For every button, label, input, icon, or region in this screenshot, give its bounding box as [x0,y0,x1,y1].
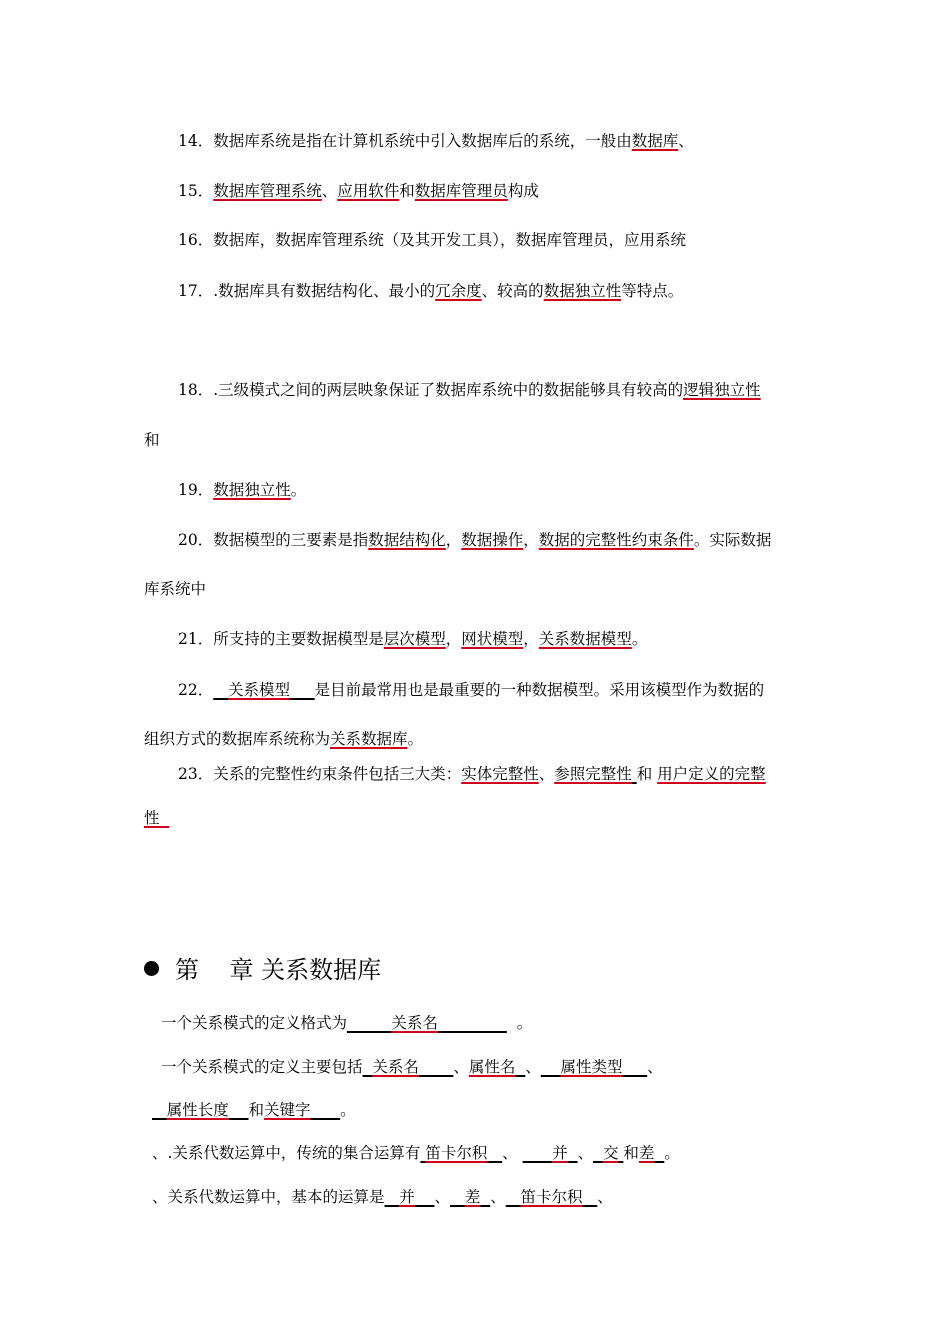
text: 一个关系模式的定义主要包括 [161,1058,363,1076]
text: ， [445,630,462,648]
blank-pad [438,1014,507,1032]
blank-pad [419,1058,454,1076]
answer-blank: 实体完整性 [461,765,539,783]
text: 、 [525,1058,541,1076]
text: 构成 [507,182,539,200]
text: 20．数据模型的三要素是指 [178,531,369,549]
text: 、 [502,1144,518,1162]
blank-pad [311,1101,341,1119]
line-20-cont [144,579,206,599]
text: 、 [597,1188,613,1206]
answer-blank: 数据独立性 [213,481,291,499]
line-20 [178,530,771,550]
line-18-cont [144,430,160,450]
answer-blank: 数据结构化 [368,531,446,549]
answer-blank: 关键字 [264,1101,311,1119]
question-2 [161,1057,663,1077]
blank-pad [523,1144,553,1162]
blank-pad [290,681,315,699]
text: 、 [490,1188,506,1206]
answer-blank: 数据的完整性约束条件 [538,531,694,549]
text: 和 [248,1101,265,1119]
blank-pad [415,1188,435,1206]
line-22 [178,680,764,700]
blank-pad [583,1188,598,1206]
text: 。实际数据 [693,531,772,549]
answer-blank: 数据操作 [461,531,524,549]
answer-blank: 数据独立性 [543,282,622,300]
answer-blank: 层次模型 [383,630,446,648]
line-17 [178,281,683,301]
text: 。 [631,630,648,648]
blank-pad [541,1058,561,1076]
text: 。 [290,481,307,499]
answer-blank: 关系数据模型 [538,630,632,648]
blank-pad [568,1144,578,1162]
text: 21．所支持的主要数据模型是 [178,630,384,648]
line-15 [178,181,539,201]
blank-pad [152,1101,167,1119]
blank-pad [593,1144,603,1162]
answer-blank: 关系名 [372,1058,419,1076]
text: 、 [538,765,555,783]
answer-blank: 关系名 [391,1014,438,1032]
text: 14．数据库系统是指在计算机系统中引入数据库后的系统，一般由 [178,132,632,150]
text: 和 [623,1144,639,1162]
answer-blank: 并 [552,1144,568,1162]
text: 是目前最常用也是最重要的一种数据模型。采用该模型作为数据的 [314,681,765,699]
text: ， [523,630,539,648]
answer-blank: 逻辑独立性 [683,381,761,399]
text: 和 [144,431,160,449]
text: 、 [647,1058,663,1076]
text: 。 [340,1101,356,1119]
answer-blank: 性 [144,809,160,827]
question-1 [161,1013,532,1033]
blank-pad [213,681,228,699]
text: ， [445,531,462,549]
text: 。 [664,1144,680,1162]
text: ， [523,531,539,549]
blank-pad [623,1058,648,1076]
answer-blank: 差 [464,1188,481,1206]
blank-pad [229,1101,249,1119]
bullet-icon [144,961,159,976]
text: 、 [678,132,694,150]
blank-pad [363,1058,373,1076]
answer-blank: 交 [602,1144,619,1162]
answer-blank: 差 [638,1144,655,1162]
text: 。 [407,730,424,748]
blank-pad [654,1144,664,1162]
heading-text: 第 章 关系数据库 [175,956,382,984]
text: 15． [178,182,214,200]
text: 等特点。 [621,282,684,300]
answer-blank: 用户定义的完整 [657,765,766,783]
text: 18．.三级模式之间的两层映象保证了数据库系统中的数据能够具有较高的 [178,381,684,399]
line-22-cont [144,729,423,749]
answer-blank: 数据库管理员 [414,182,508,200]
answer-blank: 笛卡尔积 [520,1188,583,1206]
text: 。 [516,1014,533,1032]
answer-blank: 冗余度 [435,282,482,300]
text: 、关系代数运算中，基本的运算是 [152,1188,385,1206]
text: 、.关系代数运算中，传统的集合运算有 [152,1144,421,1162]
blank-pad [515,1058,525,1076]
answer-blank: 数据库 [631,132,679,150]
answer-blank: 数据库管理系统 [213,182,322,200]
blank-pad [487,1144,502,1162]
text: 和 [399,182,415,200]
text: 16．数据库，数据库管理系统（及其开发工具），数据库管理员，应用系统 [178,231,686,249]
line-14 [178,131,694,151]
blank-pad [506,1188,521,1206]
line-23 [178,764,766,784]
text: 23．关系的完整性约束条件包括三大类： [178,765,462,783]
blank-pad [385,1188,400,1206]
answer-blank: 并 [399,1188,415,1206]
answer-blank: 笛卡尔积 [425,1144,488,1162]
text: 和 [636,765,653,783]
line-21 [178,629,647,649]
blank-pad [450,1188,465,1206]
text: 、较高的 [481,282,544,300]
answer-blank: 属性类型 [560,1058,623,1076]
question-3 [152,1143,680,1163]
text: 17．.数据库具有数据结构化、最小的 [178,282,436,300]
answer-blank: 关系数据库 [330,730,408,748]
text: 一个关系模式的定义格式为 [161,1014,348,1032]
question-4 [152,1187,613,1207]
text: 19． [178,481,214,499]
text: 22． [178,681,214,699]
text: 、 [434,1188,451,1206]
line-19 [178,480,306,500]
question-2-cont [152,1100,356,1120]
line-16 [178,230,686,250]
text: 、 [577,1144,594,1162]
answer-blank: 应用软件 [337,182,400,200]
chapter-heading [144,954,381,986]
text: 、 [453,1058,469,1076]
answer-blank: 网状模型 [461,630,524,648]
answer-blank: 关系模型 [228,681,291,699]
line-23-cont [144,808,169,828]
text: 、 [321,182,338,200]
line-18 [178,380,761,400]
text: 组织方式的数据库系统称为 [144,730,331,748]
answer-blank: 属性名 [468,1058,516,1076]
answer-blank: 属性长度 [166,1101,229,1119]
blank-pad [347,1014,391,1032]
blank-pad [160,809,170,827]
blank-pad [480,1188,490,1206]
answer-blank: 参照完整性 [554,765,632,783]
text: 库系统中 [144,580,207,598]
